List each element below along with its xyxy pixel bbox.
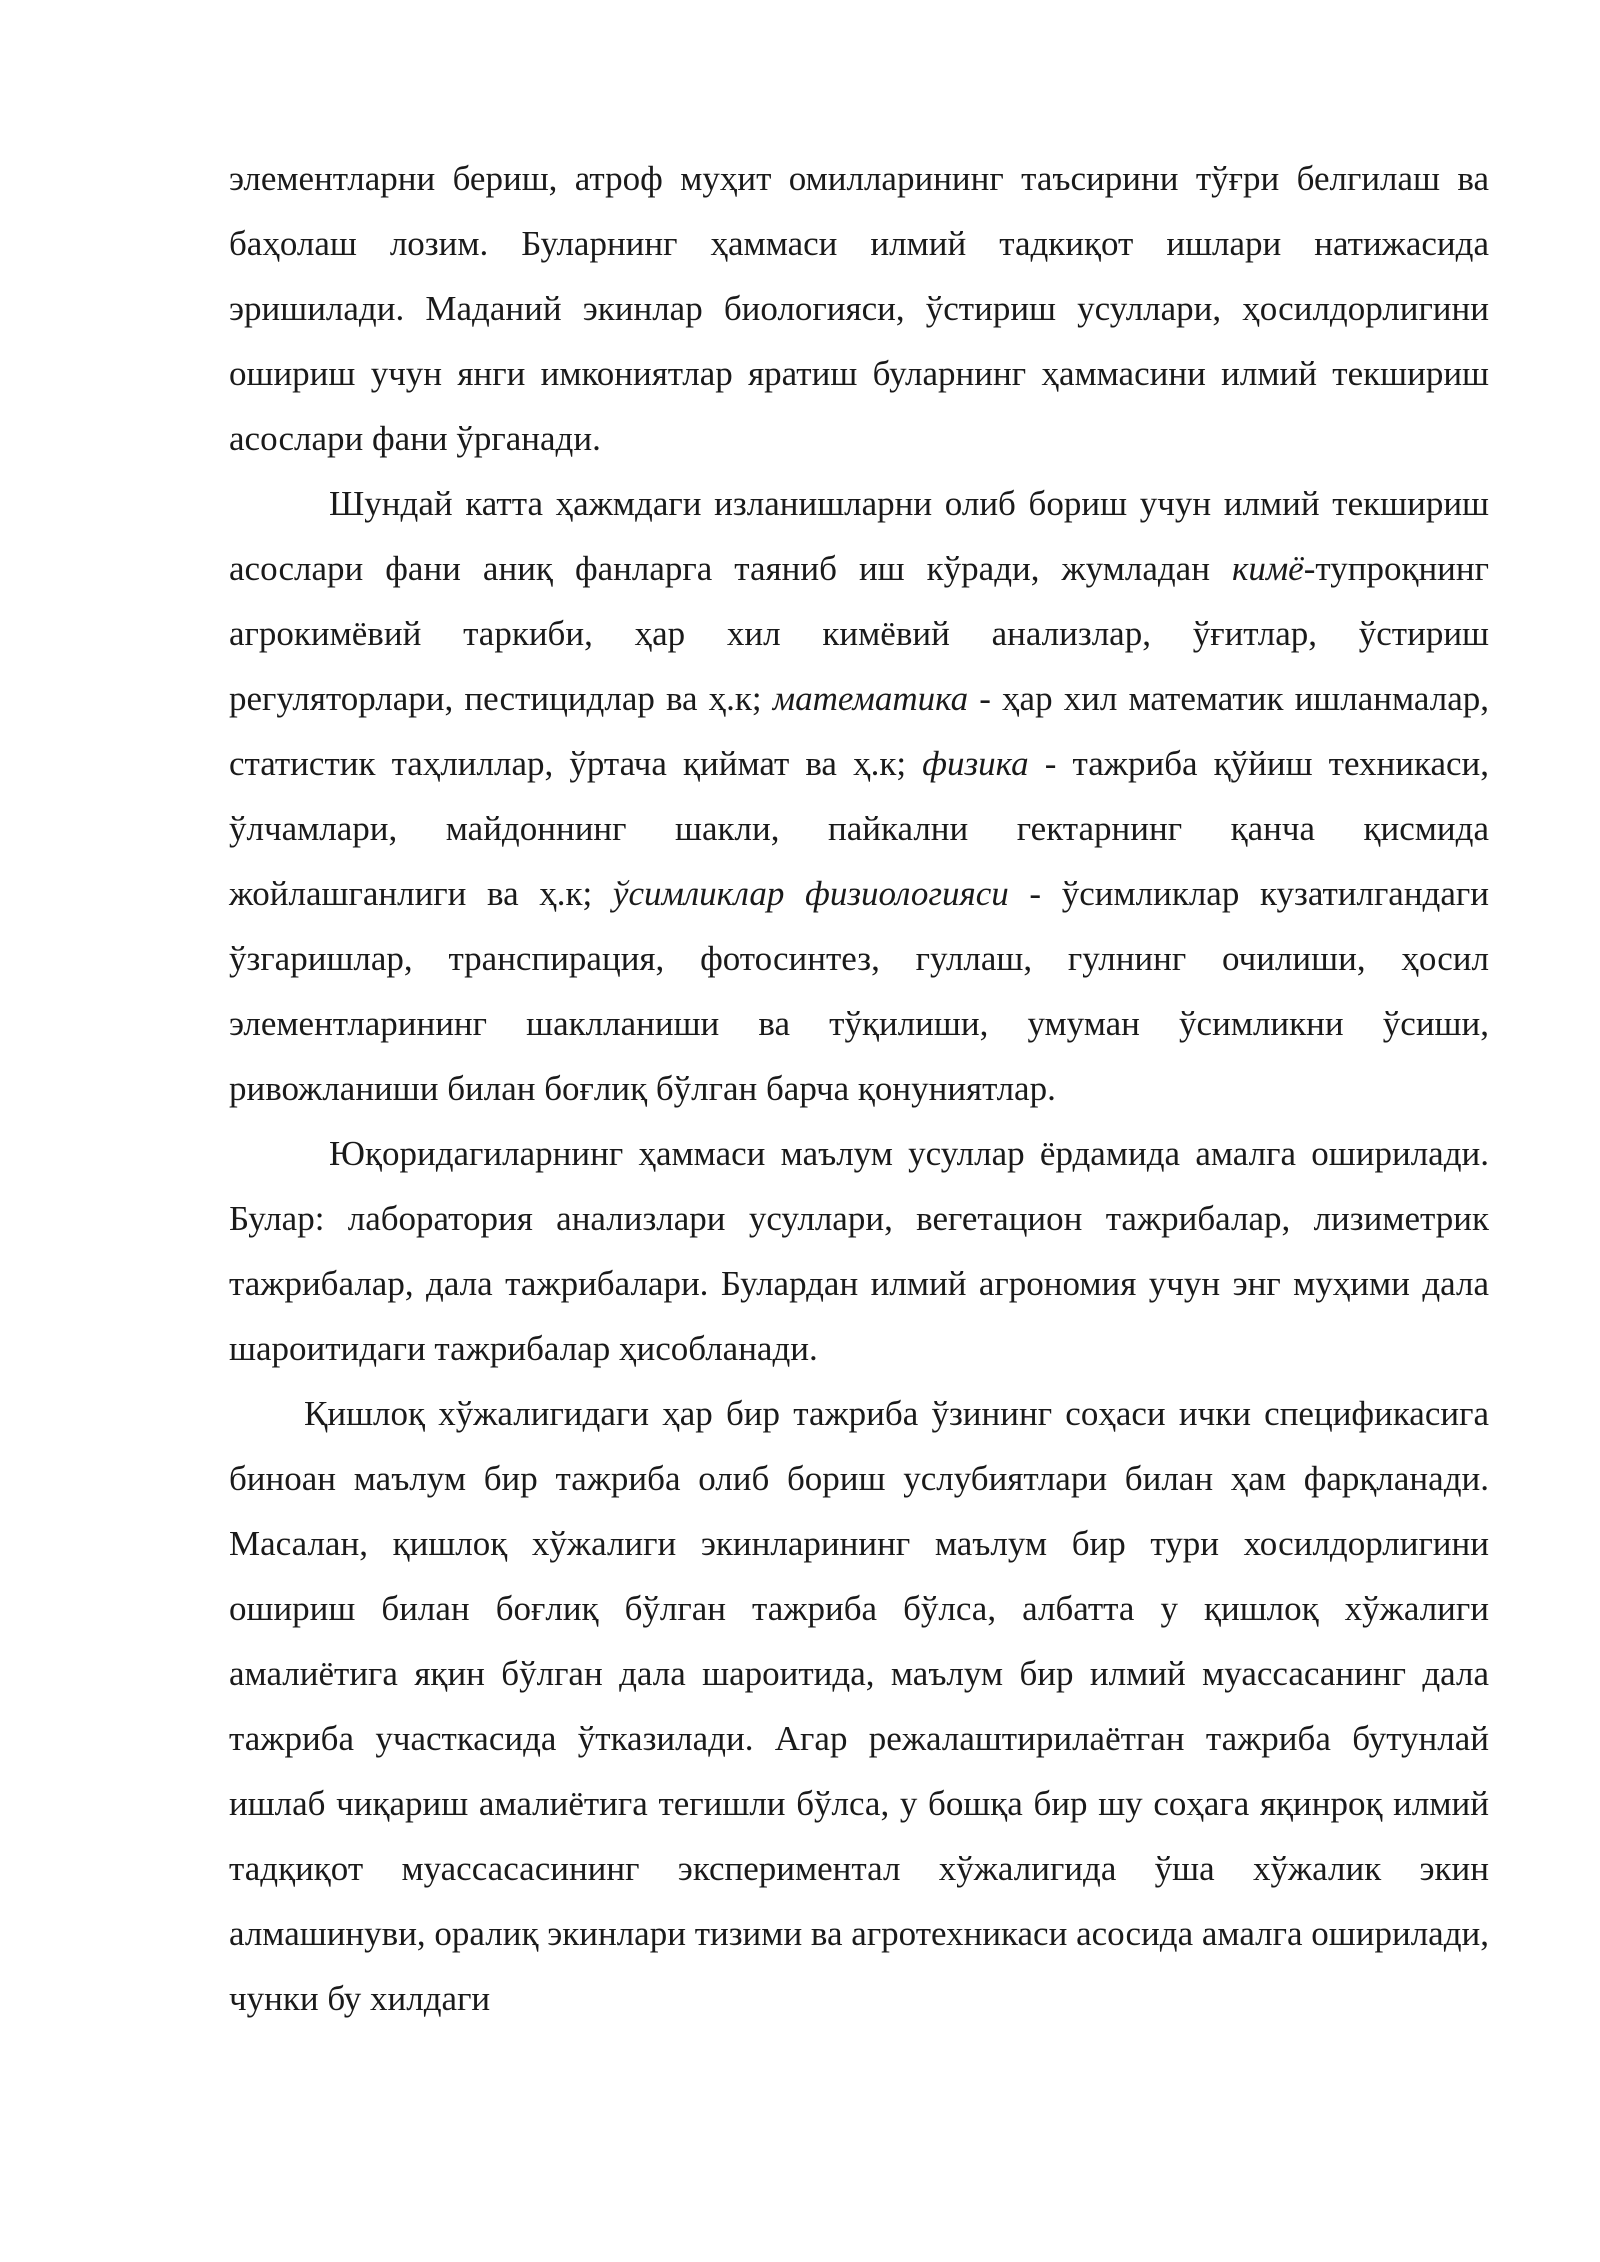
paragraph-2 bbox=[229, 471, 1489, 1121]
paragraph-2-run-1: Шундай катта ҳажмдаги изланишларни олиб бориш учун илмий текшириш асослари фани аниқ фанларга таяниб иш кўради, жумладан bbox=[229, 484, 1489, 588]
text-column bbox=[229, 146, 1489, 2031]
paragraph-2-run-5: - ҳар хил математик ишланмалар, статистик таҳлиллар, ўртача қиймат ва ҳ.к; bbox=[229, 679, 1489, 783]
paragraph-4 bbox=[229, 1381, 1489, 2031]
term-physics: физика bbox=[922, 744, 1029, 783]
term-mathematics: математика bbox=[772, 679, 969, 718]
paragraph-1-text: элементларни бериш, атроф муҳит омилларининг таъсирини тўғри белгилаш ва баҳолаш лозим. Буларнинг ҳаммаси илмий тадкиқот ишлари натижасида эришилади. Маданий экинлар биологияси, ўстириш усуллари, ҳосилдорлигини ошириш учун янги имкониятлар яратиш буларнинг ҳаммасини илмий текшириш асослари фани ўрганади. bbox=[229, 159, 1489, 458]
paragraph-1 bbox=[229, 146, 1489, 471]
term-plant-physiology: ўсимликлар физиологияси bbox=[612, 874, 1009, 913]
paragraph-4-text: Қишлоқ хўжалигидаги ҳар бир тажриба ўзининг соҳаси ички спецификасига биноан маълум бир тажриба олиб бориш услубиятлари билан ҳам фарқланади. Масалан, қишлоқ хўжалиги экинларининг маълум бир тури хосилдорлигини ошириш билан боғлиқ бўлган тажриба бўлса, албатта у қишлоқ хўжалиги амалиётига яқин бўлган дала шароитида, маълум бир илмий муассасанинг дала тажриба участкасида ўтказилади. Агар режалаштирилаётган тажриба бутунлай ишлаб чиқариш амалиётига тегишли бўлса, у бошқа бир шу соҳага яқинроқ илмий тадқиқот муассасасининг экспериментал хўжалигида ўша хўжалик экин алмашинуви, оралиқ экинлари тизими ва агротехникаси асосида амалга оширилади, чунки бу хилдаги bbox=[229, 1394, 1489, 2018]
paragraph-3-text: Юқоридагиларнинг ҳаммаси маълум усуллар ёрдамида амалга оширилади. Булар: лаборатория анализлари усуллари, вегетацион тажрибалар, лизиметрик тажрибалар, дала тажрибалари. Булардан илмий агрономия учун энг муҳими дала шароитидаги тажрибалар ҳисобланади. bbox=[229, 1134, 1489, 1368]
paragraph-2-run-3: -тупроқнинг агрокимёвий таркиби, ҳар хил кимёвий анализлар, ўғитлар, ўстириш регуляторлари, пестицидлар ва ҳ.к; bbox=[229, 549, 1489, 718]
paragraph-3 bbox=[229, 1121, 1489, 1381]
paragraph-2-run-7: - тажриба қўйиш техникаси, ўлчамлари, майдоннинг шакли, пайкални гектарнинг қанча қисмида жойлашганлиги ва ҳ.к; bbox=[229, 744, 1490, 913]
term-chemistry: кимё bbox=[1231, 549, 1304, 588]
paragraph-2-run-9: - ўсимликлар кузатилгандаги ўзгаришлар, транспирация, фотосинтез, гуллаш, гулнинг очилиши, ҳосил элементларининг шаклланиши ва тўқилиши, умуман ўсимликни ўсиши, ривожланиши билан боғлиқ бўлган барча қонуниятлар. bbox=[229, 874, 1489, 1108]
